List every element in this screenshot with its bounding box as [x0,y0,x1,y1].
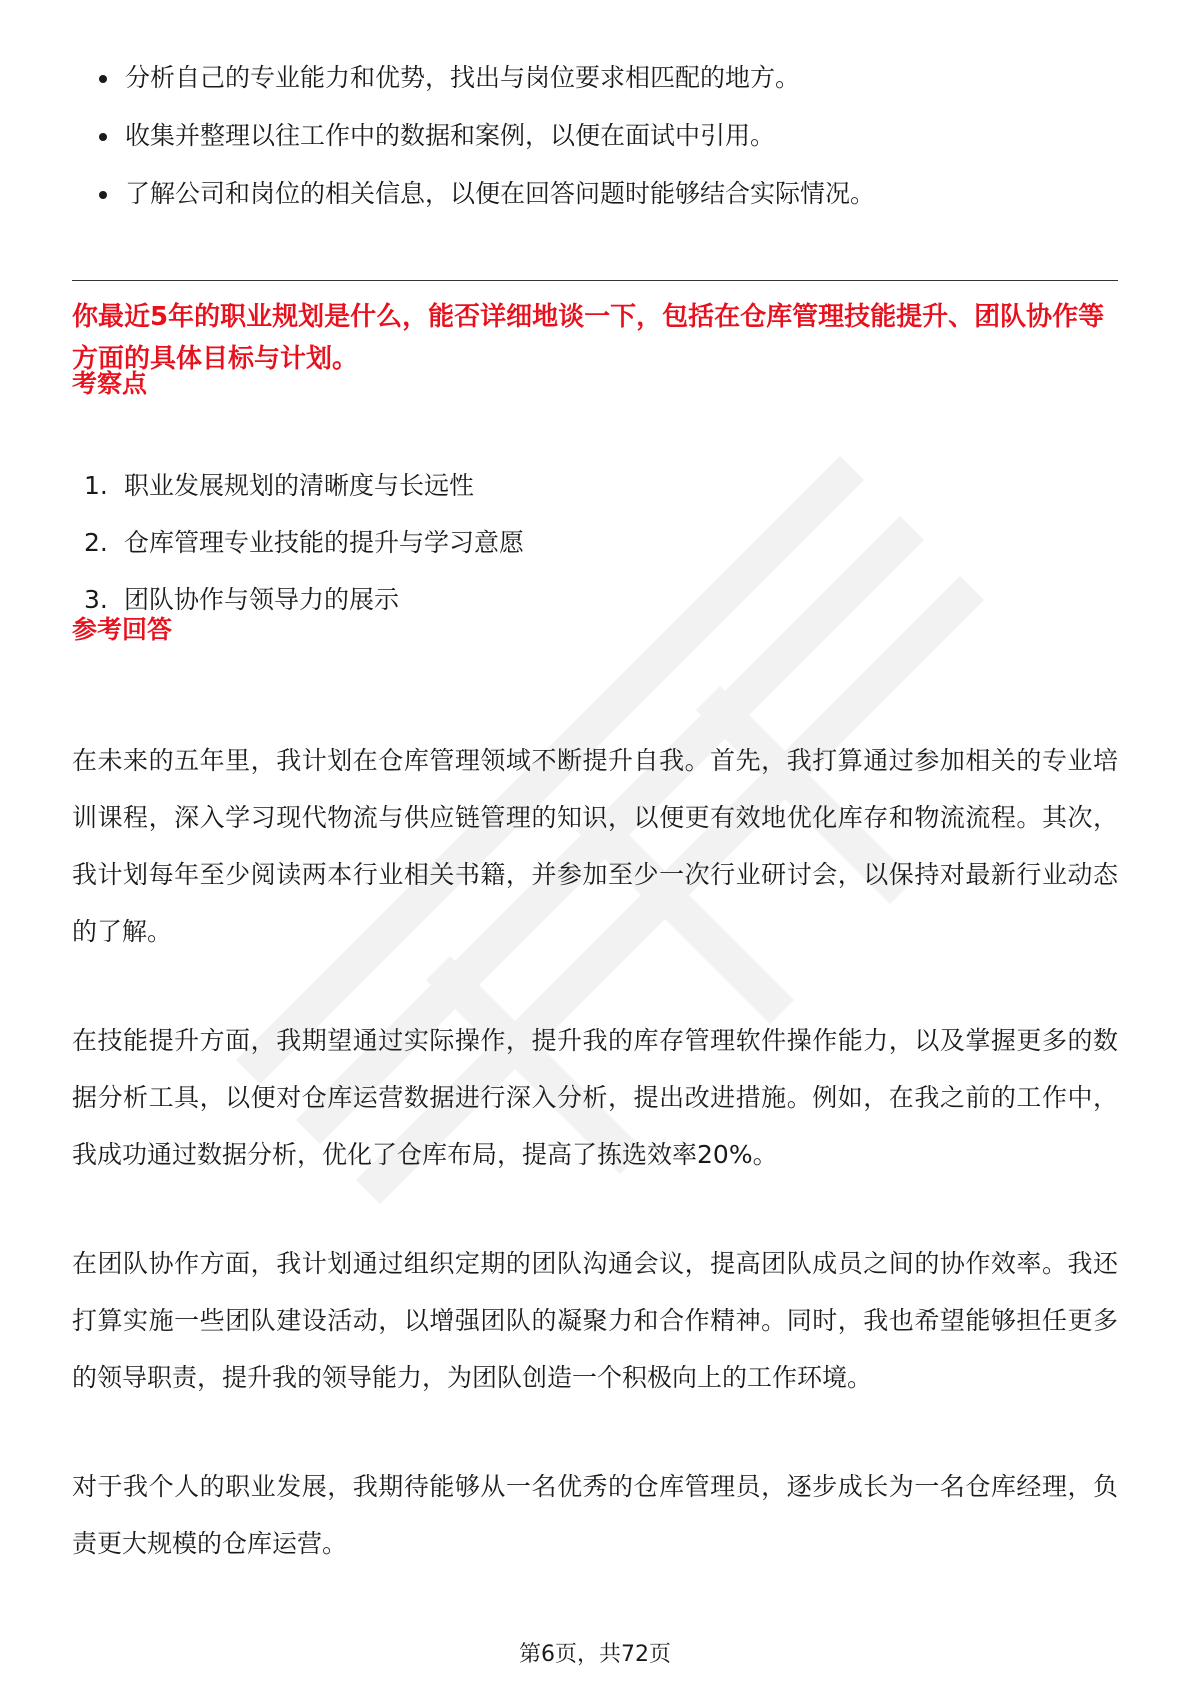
assessment-item-number: 1. [84,471,108,500]
answer-paragraph: 在技能提升方面，我期望通过实际操作，提升我的库存管理软件操作能力，以及掌握更多的数据分析工具，以便对仓库运营数据进行深入分析，提出改进措施。例如，在我之前的工作中，我成功通过数据分析，优化了仓库布局，提高了拣选效率20%。 [72,1026,1118,1169]
interview-question: 你最近5年的职业规划是什么，能否详细地谈一下，包括在仓库管理技能提升、团队协作等方面的具体目标与计划。 [72,302,1105,374]
bullet-item: 收集并整理以往工作中的数据和案例，以便在面试中引用。 [95,118,1115,154]
assessment-item-number: 3. [84,585,108,614]
assessment-item-text: 仓库管理专业技能的提升与学习意愿 [124,528,525,557]
answer-paragraph: 在未来的五年里，我计划在仓库管理领域不断提升自我。首先，我打算通过参加相关的专业培训课程，深入学习现代物流与供应链管理的知识，以便更有效地优化库存和物流流程。其次，我计划每年至少阅读两本行业相关书籍，并参加至少一次行业研讨会，以保持对最新行业动态的了解。 [72,746,1118,946]
assessment-item-text: 职业发展规划的清晰度与长远性 [124,471,475,500]
answer-paragraph: 对于我个人的职业发展，我期待能够从一名优秀的仓库管理员，逐步成长为一名仓库经理，负责更大规模的仓库运营。 [72,1472,1118,1558]
assessment-item-number: 2. [84,528,108,557]
reference-answer [72,732,1118,1624]
page-number: 第6页，共72页 [519,1642,671,1667]
assessment-item-text: 团队协作与领导力的展示 [124,585,400,614]
assessment-item [84,525,524,561]
bullet-item: 了解公司和岗位的相关信息，以便在回答问题时能够结合实际情况。 [95,176,1115,212]
bullet-list [95,60,1115,234]
answer-paragraph: 在团队协作方面，我计划通过组织定期的团队沟通会议，提高团队成员之间的协作效率。我还打算实施一些团队建设活动，以增强团队的凝聚力和合作精神。同时，我也希望能够担任更多的领导职责，提升我的领导能力，为团队创造一个积极向上的工作环境。 [72,1249,1118,1392]
bullet-item: 分析自己的专业能力和优势，找出与岗位要求相匹配的地方。 [95,60,1115,96]
assessment-item [84,468,524,504]
assessment-title: 考察点 [72,369,148,398]
section-divider [72,280,1118,281]
reference-answer-title: 参考回答 [72,615,173,644]
